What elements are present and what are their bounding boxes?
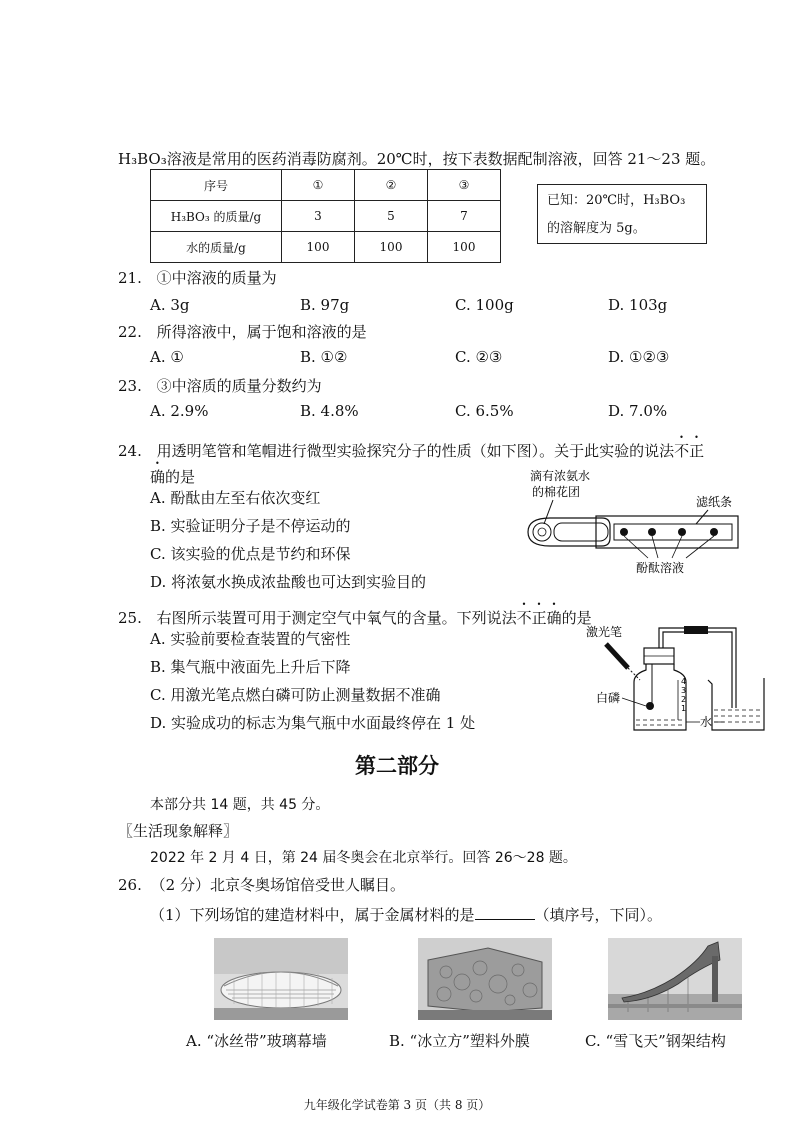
table-cell: 3	[282, 201, 355, 232]
section-title: 第二部分	[355, 754, 439, 778]
table-cell: 100	[355, 232, 428, 263]
table-cell: 100	[428, 232, 501, 263]
question-stem: （2 分）北京冬奥场馆倍受世人瞩目。	[150, 876, 405, 894]
option-b[interactable]: B. ①②	[300, 348, 348, 366]
question-25	[118, 600, 592, 628]
option-d[interactable]: D. 7.0%	[608, 402, 668, 420]
table-header-cell: ①	[282, 170, 355, 201]
option-a[interactable]: A. 酚酞由左至右依次变红	[150, 489, 321, 507]
question-number: 21.	[118, 269, 142, 287]
option-a[interactable]: A. ①	[150, 348, 184, 366]
scale-label: 1	[681, 704, 687, 713]
table-header-row	[151, 170, 501, 201]
caption-a: A. “冰丝带”玻璃幕墙	[186, 1032, 327, 1050]
data-table	[150, 169, 501, 263]
question-26-1	[150, 904, 662, 925]
scale-label: 2	[681, 695, 687, 704]
option-b[interactable]: B. 实验证明分子是不停运动的	[150, 517, 351, 535]
question-stem: （填序号，下同）。	[534, 906, 663, 924]
option-d[interactable]: D. 实验成功的标志为集气瓶中水面最终停在 1 处	[150, 714, 476, 732]
pen-tube-diagram	[520, 466, 750, 582]
question-number: 25.	[118, 609, 142, 627]
scale-label: 3	[681, 686, 687, 695]
table-header-cell: ③	[428, 170, 501, 201]
question-stem: ③中溶质的质量分数约为	[156, 377, 322, 395]
subsection-title: 〖生活现象解释〗	[118, 822, 239, 840]
question-23	[118, 375, 322, 396]
table-cell: 7	[428, 201, 501, 232]
question-24	[118, 433, 704, 461]
known-box	[537, 184, 707, 244]
question-22	[118, 321, 367, 342]
question-number: 26.	[118, 876, 142, 894]
photo-ice-ribbon	[214, 938, 348, 1020]
photo-ice-cube	[418, 938, 552, 1020]
question-stem-line2	[150, 459, 195, 487]
question-26	[118, 874, 405, 895]
option-d[interactable]: D. 103g	[608, 296, 668, 314]
section-note: 本部分共 14 题，共 45 分。	[150, 797, 330, 813]
emphasis-text: 确	[150, 468, 166, 486]
label-cotton-1: 滴有浓氨水	[530, 469, 591, 483]
table-header-cell: ②	[355, 170, 428, 201]
option-c[interactable]: C. 6.5%	[455, 402, 514, 420]
label-phenol: 酚酞溶液	[636, 561, 685, 575]
option-b[interactable]: B. 4.8%	[300, 402, 359, 420]
question-stem: 用透明笔管和笔帽进行微型实验探究分子的性质（如下图）。关于此实验的说法	[156, 442, 675, 460]
question-stem: 的是	[165, 468, 196, 486]
known-line: 的溶解度为 5g。	[547, 221, 646, 236]
table-cell: 5	[355, 201, 428, 232]
option-c[interactable]: C. 该实验的优点是节约和环保	[150, 545, 351, 563]
label-water: 水	[700, 715, 713, 729]
question-number: 23.	[118, 377, 142, 395]
emphasis-text: 不正	[674, 442, 705, 460]
oxygen-apparatus-diagram	[584, 618, 774, 740]
option-c[interactable]: C. ②③	[455, 348, 503, 366]
context-text: 2022 年 2 月 4 日，第 24 届冬奥会在北京举行。回答 26～28 题。	[150, 850, 577, 866]
table-cell: 水的质量/g	[151, 232, 282, 263]
photo-snow-ramp	[608, 938, 742, 1020]
option-a[interactable]: A. 实验前要检查装置的气密性	[150, 630, 351, 648]
caption-b: B. “冰立方”塑料外膜	[389, 1032, 530, 1050]
option-b[interactable]: B. 集气瓶中液面先上升后下降	[150, 658, 351, 676]
option-d[interactable]: D. 将浓氨水换成浓盐酸也可达到实验目的	[150, 573, 427, 591]
option-b[interactable]: B. 97g	[300, 296, 350, 314]
label-phosphorus: 白磷	[596, 691, 621, 705]
question-stem: ①中溶液的质量为	[156, 269, 277, 287]
table-cell: 100	[282, 232, 355, 263]
caption-c: C. “雪飞天”钢架结构	[585, 1032, 726, 1050]
question-stem: 右图所示装置可用于测定空气中氧气的含量。下列说法	[156, 609, 517, 627]
question-stem: 的是	[561, 609, 592, 627]
table-row	[151, 232, 501, 263]
option-d[interactable]: D. ①②③	[608, 348, 670, 366]
question-number: 24.	[118, 442, 142, 460]
question-number: 22.	[118, 323, 142, 341]
table-row	[151, 201, 501, 232]
option-a[interactable]: A. 2.9%	[150, 402, 209, 420]
option-a[interactable]: A. 3g	[150, 296, 190, 314]
table-cell: H₃BO₃ 的质量/g	[151, 201, 282, 232]
option-c[interactable]: C. 用激光笔点燃白磷可防止测量数据不准确	[150, 686, 441, 704]
intro-text: H₃BO₃溶液是常用的医药消毒防腐剂。20℃时，按下表数据配制溶液，回答 21～23 题。	[118, 150, 716, 168]
known-line: 已知：20℃时，H₃BO₃	[547, 193, 686, 208]
question-stem: （1）下列场馆的建造材料中，属于金属材料的是	[150, 906, 475, 924]
question-21	[118, 267, 277, 288]
emphasis-text: 不正确	[516, 609, 562, 627]
answer-blank[interactable]	[475, 905, 535, 920]
page-footer: 九年级化学试卷第 3 页（共 8 页）	[303, 1098, 491, 1112]
label-laser: 激光笔	[586, 625, 623, 639]
option-c[interactable]: C. 100g	[455, 296, 514, 314]
question-stem: 所得溶液中，属于饱和溶液的是	[156, 323, 367, 341]
label-cotton-2: 的棉花团	[532, 485, 581, 499]
table-header-cell: 序号	[151, 170, 282, 201]
scale-label: 4	[681, 677, 687, 686]
label-paper: 滤纸条	[696, 495, 733, 509]
